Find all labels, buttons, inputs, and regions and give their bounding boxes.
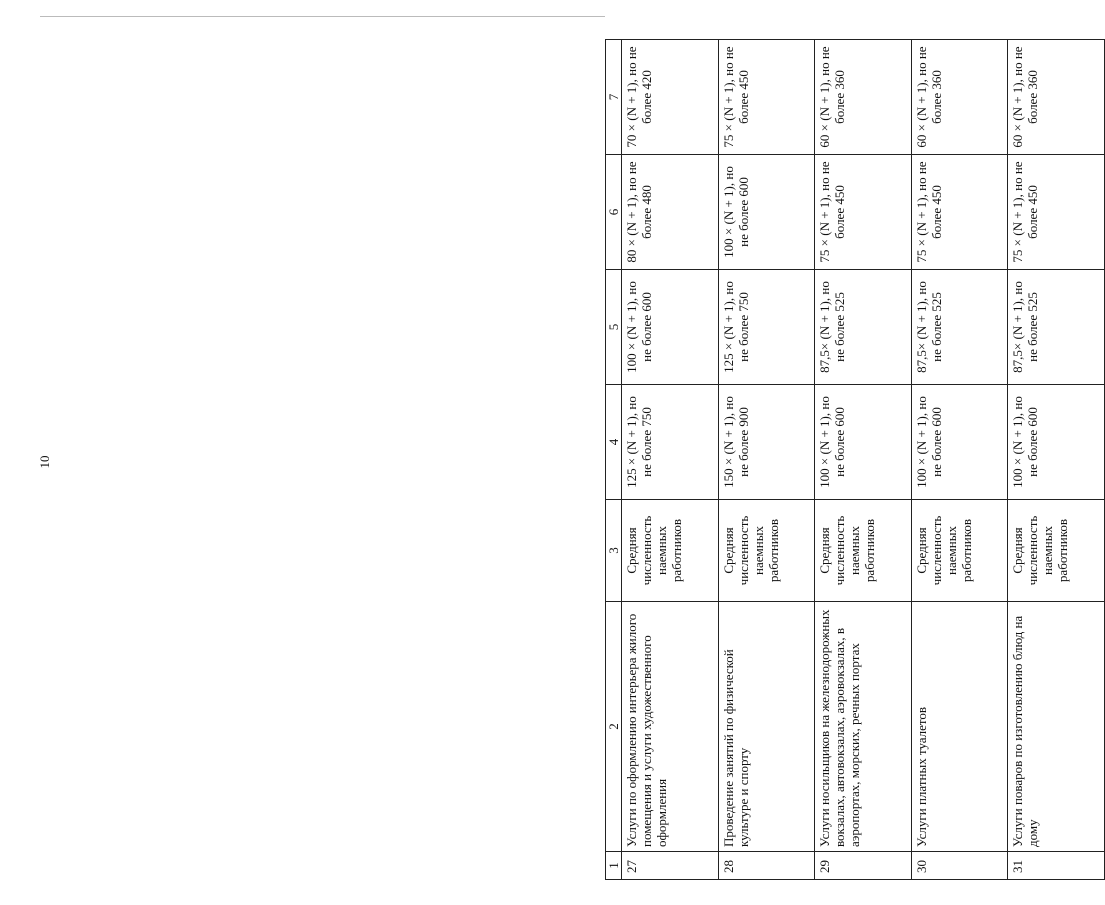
top-rule [40,16,605,17]
service-name: Услуги поваров по изготовлению блюд на дому [1008,602,1105,852]
header-cell: 7 [606,40,622,155]
indicator: Средняя численность наемных работников [718,500,815,602]
value-col7: 70 × (N + 1), но не более 420 [622,40,719,155]
value-col7: 75 × (N + 1), но не более 450 [718,40,815,155]
value-col5: 87,5× (N + 1), но не более 525 [815,270,912,385]
value-col6: 75 × (N + 1), но не более 450 [1008,155,1105,270]
page-number: 10 [37,455,52,469]
indicator: Средняя численность наемных работников [815,500,912,602]
table-row [911,40,1008,880]
row-number: 28 [718,852,815,880]
value-col4: 150 × (N + 1), но не более 900 [718,385,815,500]
table-row [718,40,815,880]
value-col7: 60 × (N + 1), но не более 360 [815,40,912,155]
row-number: 30 [911,852,1008,880]
service-name: Проведение занятий по физической культуре и спорту [718,602,815,852]
header-cell: 2 [606,602,622,852]
service-name: Услуги по оформлению интерьера жилого помещения и услуги художественного оформления [622,602,719,852]
value-col4: 125 × (N + 1), но не более 750 [622,385,719,500]
table-row [815,40,912,880]
value-col6: 75 × (N + 1), но не более 450 [815,155,912,270]
value-col5: 100 × (N + 1), но не более 600 [622,270,719,385]
tariff-table [605,39,1105,880]
indicator: Средняя численность наемных работников [1008,500,1105,602]
row-number: 31 [1008,852,1105,880]
header-cell: 3 [606,500,622,602]
value-col5: 125 × (N + 1), но не более 750 [718,270,815,385]
row-number: 27 [622,852,719,880]
value-col4: 100 × (N + 1), но не более 600 [815,385,912,500]
header-cell: 5 [606,270,622,385]
indicator: Средняя численность наемных работников [622,500,719,602]
value-col6: 100 × (N + 1), но не более 600 [718,155,815,270]
value-col6: 75 × (N + 1), но не более 450 [911,155,1008,270]
value-col5: 87,5× (N + 1), но не более 525 [911,270,1008,385]
value-col4: 100 × (N + 1), но не более 600 [1008,385,1105,500]
value-col5: 87,5× (N + 1), но не более 525 [1008,270,1105,385]
service-name: Услуги платных туалетов [911,602,1008,852]
table-row [622,40,719,880]
indicator: Средняя численность наемных работников [911,500,1008,602]
value-col6: 80 × (N + 1), но не более 480 [622,155,719,270]
value-col4: 100 × (N + 1), но не более 600 [911,385,1008,500]
value-col7: 60 × (N + 1), но не более 360 [911,40,1008,155]
service-name: Услуги носильщиков на железнодорожных вокзалах, автовокзалах, аэровокзалах, в аэропортах, морских, речных портах [815,602,912,852]
table-row [1008,40,1105,880]
header-cell: 1 [606,852,622,880]
header-row [606,40,622,880]
value-col7: 60 × (N + 1), но не более 360 [1008,40,1105,155]
header-cell: 6 [606,155,622,270]
header-cell: 4 [606,385,622,500]
row-number: 29 [815,852,912,880]
rotated-table-wrapper [605,40,1105,880]
